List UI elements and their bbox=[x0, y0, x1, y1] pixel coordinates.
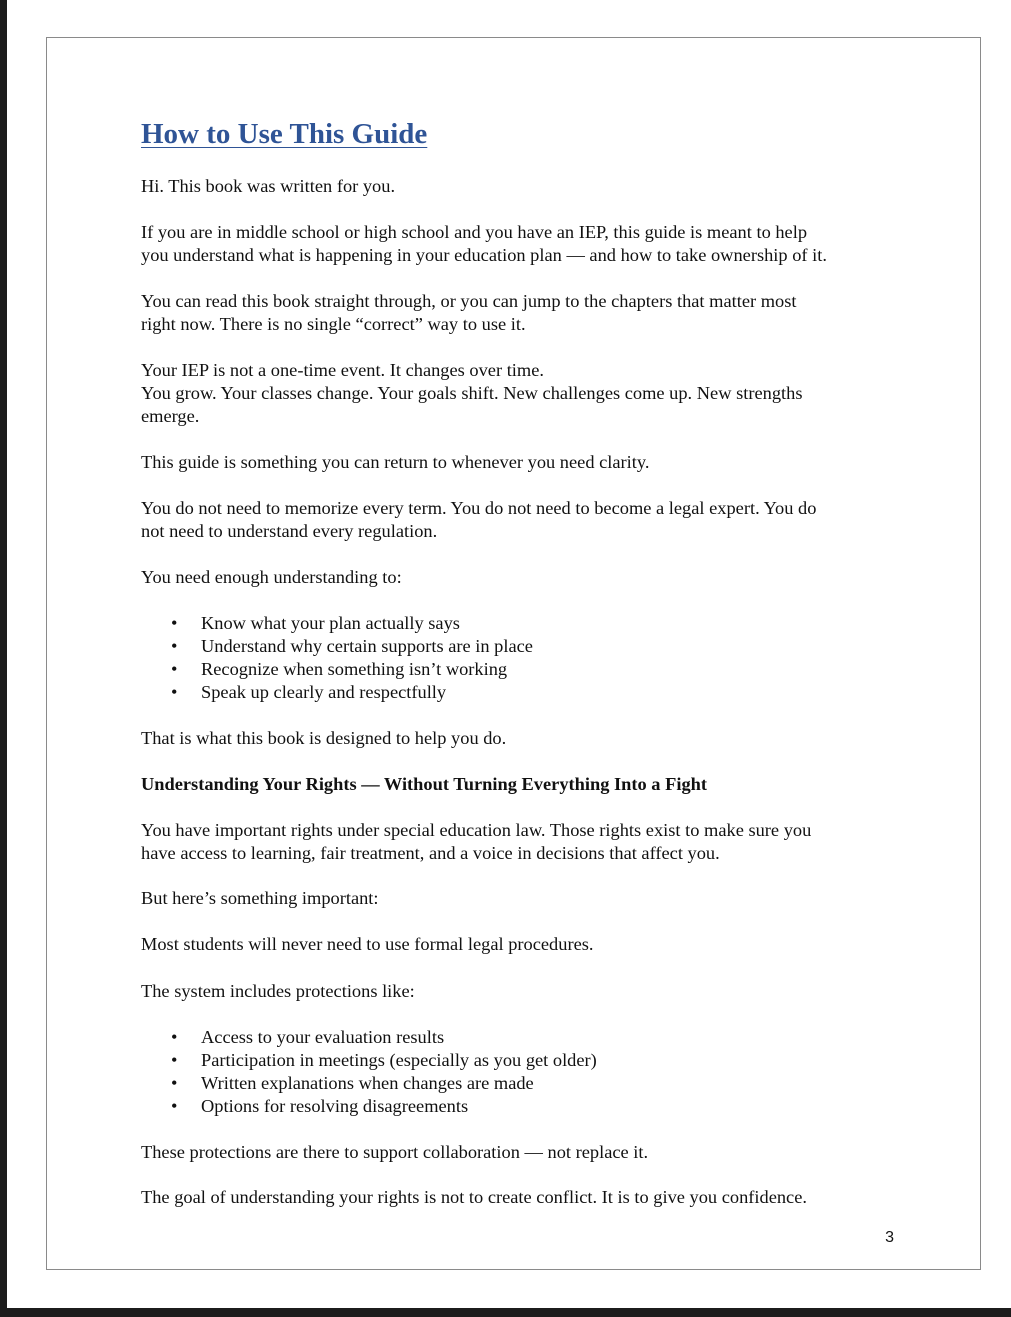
viewer-bottom-edge bbox=[0, 1308, 1011, 1317]
understanding-list bbox=[141, 612, 901, 704]
bullet-icon: • bbox=[171, 1096, 178, 1116]
list-item-text: Written explanations when changes are made bbox=[201, 1073, 534, 1093]
list-item-text: Speak up clearly and respectfully bbox=[201, 682, 447, 702]
list-item bbox=[141, 1026, 901, 1049]
list-item-text: Know what your plan actually says bbox=[201, 613, 460, 633]
document-page bbox=[46, 37, 981, 1270]
text-line: right now. There is no single “correct” way to use it. bbox=[141, 314, 526, 334]
paragraph-purpose bbox=[141, 221, 901, 267]
text-line: not need to understand every regulation. bbox=[141, 521, 438, 541]
bullet-icon: • bbox=[171, 1050, 178, 1070]
paragraph-intro: Hi. This book was written for you. bbox=[141, 176, 396, 196]
list-item bbox=[141, 1095, 901, 1118]
text-line: You grow. Your classes change. Your goals shift. New challenges come up. New strengths bbox=[141, 383, 803, 403]
paragraph-need-understanding: You need enough understanding to: bbox=[141, 567, 402, 587]
text-line: you understand what is happening in your education plan — and how to take ownership of it. bbox=[141, 245, 827, 265]
paragraph-goal: The goal of understanding your rights is not to create conflict. It is to give you confidence. bbox=[141, 1187, 807, 1207]
paragraph-rights bbox=[141, 819, 901, 865]
text-line: You can read this book straight through, or you can jump to the chapters that matter most bbox=[141, 291, 797, 311]
list-item bbox=[141, 681, 901, 704]
text-line: You have important rights under special education law. Those rights exist to make sure you bbox=[141, 820, 812, 840]
list-item-text: Access to your evaluation results bbox=[201, 1027, 445, 1047]
list-item bbox=[141, 1049, 901, 1072]
paragraph-legal-procedures: Most students will never need to use formal legal procedures. bbox=[141, 934, 594, 954]
page-title: How to Use This Guide bbox=[141, 118, 428, 150]
paragraph-return: This guide is something you can return to whenever you need clarity. bbox=[141, 452, 650, 472]
bullet-icon: • bbox=[171, 659, 178, 679]
list-item-text: Options for resolving disagreements bbox=[201, 1096, 469, 1116]
list-item bbox=[141, 612, 901, 635]
viewer-left-edge bbox=[0, 0, 7, 1317]
text-line: Your IEP is not a one-time event. It changes over time. bbox=[141, 360, 544, 380]
section-subheading: Understanding Your Rights — Without Turning Everything Into a Fight bbox=[141, 774, 707, 794]
text-line: You do not need to memorize every term. You do not need to become a legal expert. You do bbox=[141, 498, 817, 518]
paragraph-no-memorize bbox=[141, 497, 901, 543]
list-item bbox=[141, 658, 901, 681]
protections-list bbox=[141, 1026, 901, 1118]
bullet-icon: • bbox=[171, 682, 178, 702]
paragraph-protections-intro: The system includes protections like: bbox=[141, 981, 415, 1001]
list-item-text: Understand why certain supports are in place bbox=[201, 636, 533, 656]
page-number: 3 bbox=[885, 1229, 894, 1246]
bullet-icon: • bbox=[171, 1027, 178, 1047]
bullet-icon: • bbox=[171, 613, 178, 633]
paragraph-collaboration: These protections are there to support collaboration — not replace it. bbox=[141, 1142, 649, 1162]
text-line: have access to learning, fair treatment, and a voice in decisions that affect you. bbox=[141, 843, 720, 863]
list-item-text: Participation in meetings (especially as you get older) bbox=[201, 1050, 597, 1070]
text-line: emerge. bbox=[141, 406, 200, 426]
bullet-icon: • bbox=[171, 636, 178, 656]
paragraph-book-designed: That is what this book is designed to help you do. bbox=[141, 728, 507, 748]
paragraph-iep-changes bbox=[141, 359, 901, 428]
list-item bbox=[141, 635, 901, 658]
paragraph-important: But here’s something important: bbox=[141, 888, 379, 908]
text-line: If you are in middle school or high school and you have an IEP, this guide is meant to help bbox=[141, 222, 808, 242]
paragraph-how-to-read bbox=[141, 290, 901, 336]
list-item-text: Recognize when something isn’t working bbox=[201, 659, 508, 679]
bullet-icon: • bbox=[171, 1073, 178, 1093]
list-item bbox=[141, 1072, 901, 1095]
